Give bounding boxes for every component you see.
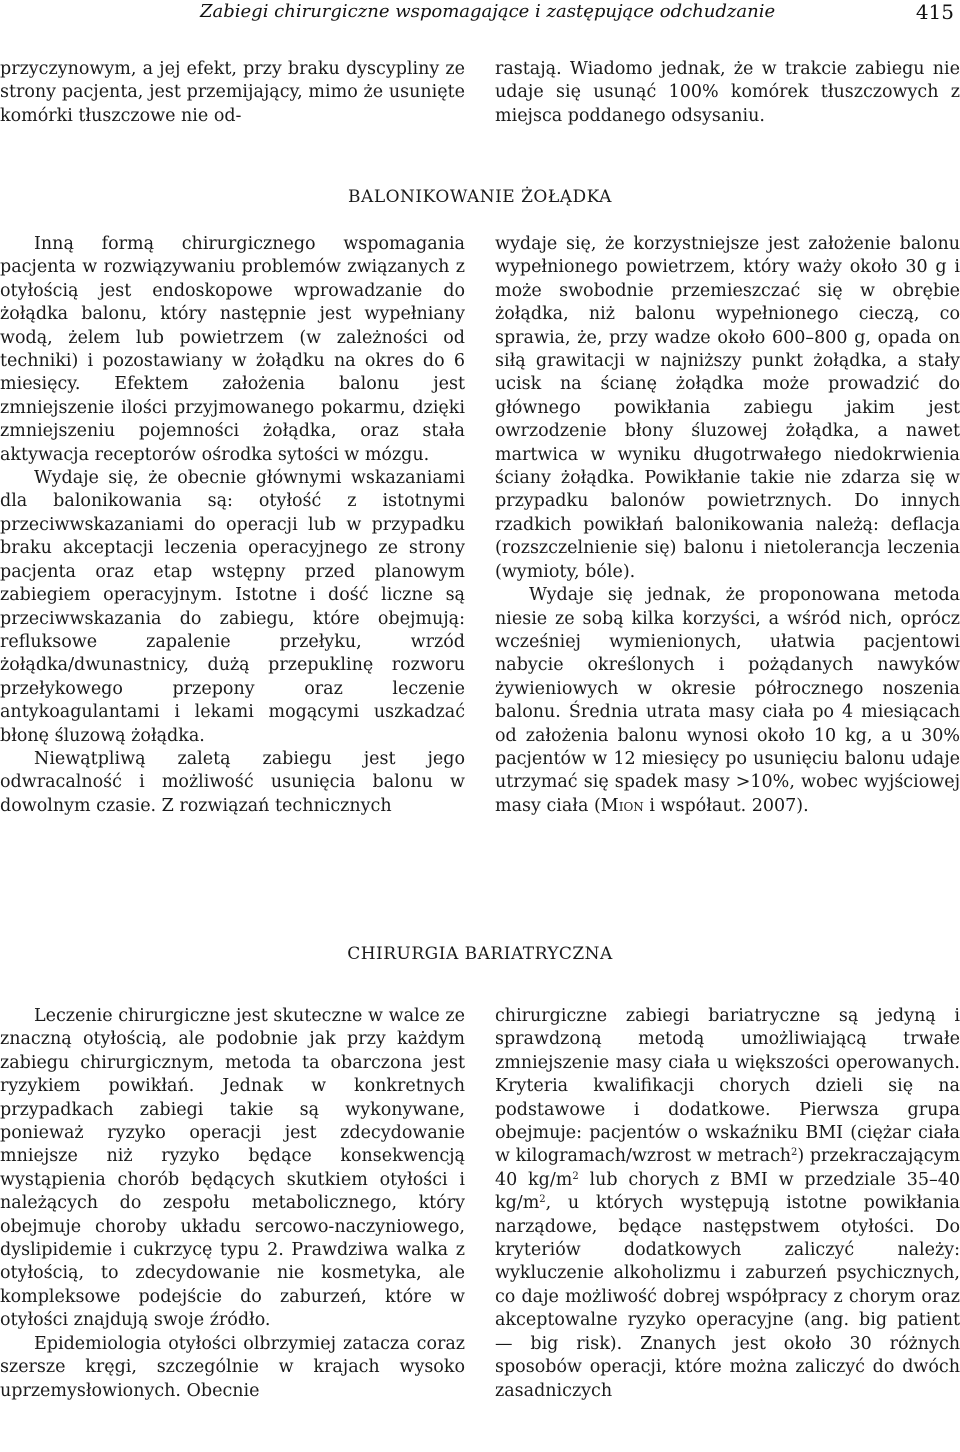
section1-body xyxy=(0,233,960,818)
section2-right-paragraph xyxy=(495,1005,960,1403)
text-run: , u których występują istotne powikłania narządowe, będące następstwem otyłości. Do kryteriów dodatkowych zaliczyć należy: wykluczenie alkoholizmu i zaburzeń psychicznych, co daje możliwość dobrej współpracy z chorym oraz akceptowalne ryzyko operacyjne (ang. big patient — big risk). Znanych jest około 30 różnych sposobów operacji, które można zaliczyć do dwóch zasadniczych xyxy=(495,1193,960,1401)
section2-left-paragraph: Epidemiologia otyłości olbrzymiej zatacza coraz szersze kręgi, szczególnie w krajach wysoko uprzemysłowionych. Obecnie xyxy=(0,1333,465,1401)
text-run: i współaut. 2007). xyxy=(643,795,809,816)
text-run: chirurgiczne zabiegi bariatryczne są jedyną i sprawdzoną metodą umożliwiającą trwałe zmniejszenie masy ciała u większości operowanych. Kryteria kwalifikacji chorych dzieli się na podstawowe i dodatkowe. Pierwsza grupa obejmuje: pacjentów o wskaźniku BMI (ciężar ciała w kilogramach/wzrost w metrach xyxy=(495,1006,960,1167)
section1-left-paragraph: Niewątpliwą zaletą zabiegu jest jego odwracalność i możliwość usunięcia balonu w dowolnym czasie. Z rozwiązań technicznych xyxy=(0,748,465,816)
intro-left-text: przyczynowym, a jej efekt, przy braku dyscypliny ze strony pacjenta, jest przemijający, mimo że usunięte komórki tłuszczowe nie od- xyxy=(0,59,465,126)
section-heading-balonikowanie: BALONIKOWANIE ŻOŁĄDKA xyxy=(348,187,612,207)
section1-right-paragraph xyxy=(495,584,960,818)
section1-right-column xyxy=(495,233,960,818)
intro-right-text: rastają. Wiadomo jednak, że w trakcie zabiegu nie udaje się usunąć 100% komórek tłuszczowych z miejsca poddanego odsysaniu. xyxy=(495,59,960,126)
section1-left-column xyxy=(0,233,465,818)
section1-left-paragraph: Wydaje się, że obecnie głównymi wskazaniami dla balonikowania są: otyłość z istotnymi przeciwwskazaniami do operacji lub w przypadku braku akceptacji leczenia operacyjnego ze strony pacjenta oraz etap wstępny przed planowym zabiegiem operacyjnym. Istotne i dość liczne są przeciwwskazania do zabiegu, które obejmują: refluksowe zapalenie przełyku, wrzód żołądka/dwunastnicy, dużą przepuklinę rozworu przełykowego przepony oraz leczenie antykoagulantami i lekami mogącymi uszkadzać błonę śluzową żołądka. xyxy=(0,468,465,746)
section2-right-column xyxy=(495,1005,960,1403)
section1-left-paragraph: Inną formą chirurgicznego wspomagania pacjenta w rozwiązywaniu problemów związanych z otyłością jest endoskopowe wprowadzanie do żołądka balonu, który następnie jest wypełniany wodą, żelem lub powietrzem (w zależności od techniki) i pozostawiany w żołądku na okres do 6 miesięcy. Efektem założenia balonu jest zmniejszenie ilości przyjmowanego pokarmu, dzięki zmniejszeniu pojemności żołądka, oraz stała aktywacja receptorów ośrodka sytości w mózgu. xyxy=(0,234,465,465)
section2-left-paragraph: Leczenie chirurgiczne jest skuteczne w walce ze znaczną otyłością, ale podobnie jak przy każdym zabiegu chirurgicznym, metoda ta obarczona jest ryzykiem powikłań. Jednak w konkretnych przypadkach zabiegi takie są wykonywane, ponieważ ryzyko operacji jest zdecydowanie mniejsze niż ryzyko będące konsekwencją wystąpienia chorób będących skutkiem otyłości i należących do zespołu metabolicznego, który obejmuje choroby układu sercowo-naczyniowego, dyslipidemie i cukrzycę typu 2. Prawdziwa walka z otyłością, to zdecydowanie nie kosmetyka, ale kompleksowe podejście do zaburzeń, które w otyłości znajdują swoje źródło. xyxy=(0,1006,465,1331)
page-number: 415 xyxy=(915,0,954,24)
text-run: lub chorych z BMI w przedziale 35–40 kg/m xyxy=(495,1169,960,1214)
section2-left-column xyxy=(0,1005,465,1403)
author-name: Mion xyxy=(600,795,644,816)
running-title: Zabiegi chirurgiczne wspomagające i zastępujące odchudzanie xyxy=(200,1,776,22)
intro-left-column xyxy=(0,58,465,128)
superscript: 2 xyxy=(572,1170,579,1182)
running-head xyxy=(0,0,960,26)
intro-right-column xyxy=(495,58,960,128)
superscript: 2 xyxy=(791,1147,798,1159)
section1-right-paragraph: wydaje się, że korzystniejsze jest założenie balonu wypełnionego powietrzem, który waży około 30 g i może swobodnie przemieszczać się w obrębie żołądka, niż balonu wypełnionego cieczą, co sprawia, że, przy wadze około 600–800 g, opada on siłą grawitacji w najniższy punkt żołądka, a stały ucisk na ścianę żołądka może prowadzić do głównego powikłania zabiegu jakim jest owrzodzenie błony śluzowej żołądka, a nawet martwica w wyniku długotrwałego niedokrwienia ściany żołądka. Powikłanie takie nie zdarza się w przypadku balonów powietrznych. Do innych rzadkich powikłań balonikowania należą: deflacja (rozszczelnienie się) balonu i nietolerancja leczenia (wymioty, bóle). xyxy=(495,234,960,582)
text-run: Wydaje się jednak, że proponowana metoda niesie ze sobą kilka korzyści, a wśród nich, oprócz wcześniej wymienionych, ułatwia pacjentowi nabycie określonych i pożądanych nawyków żywieniowych w okresie półrocznego noszenia balonu. Średnia utrata masy ciała po 4 miesiącach od założenia balonu wynosi około 10 kg, a u 30% pacjentów w 12 miesięcy po usunięciu balonu udaje utrzymać się spadek masy >10%, wobec wyjściowej masy ciała ( xyxy=(495,585,960,816)
section2-body xyxy=(0,1005,960,1403)
superscript: 2 xyxy=(539,1194,546,1206)
section-heading-chirurgia: CHIRURGIA BARIATRYCZNA xyxy=(347,944,613,964)
text-run: ) przekraczającym 40 kg/m xyxy=(495,1146,960,1190)
intro-block xyxy=(0,58,960,128)
